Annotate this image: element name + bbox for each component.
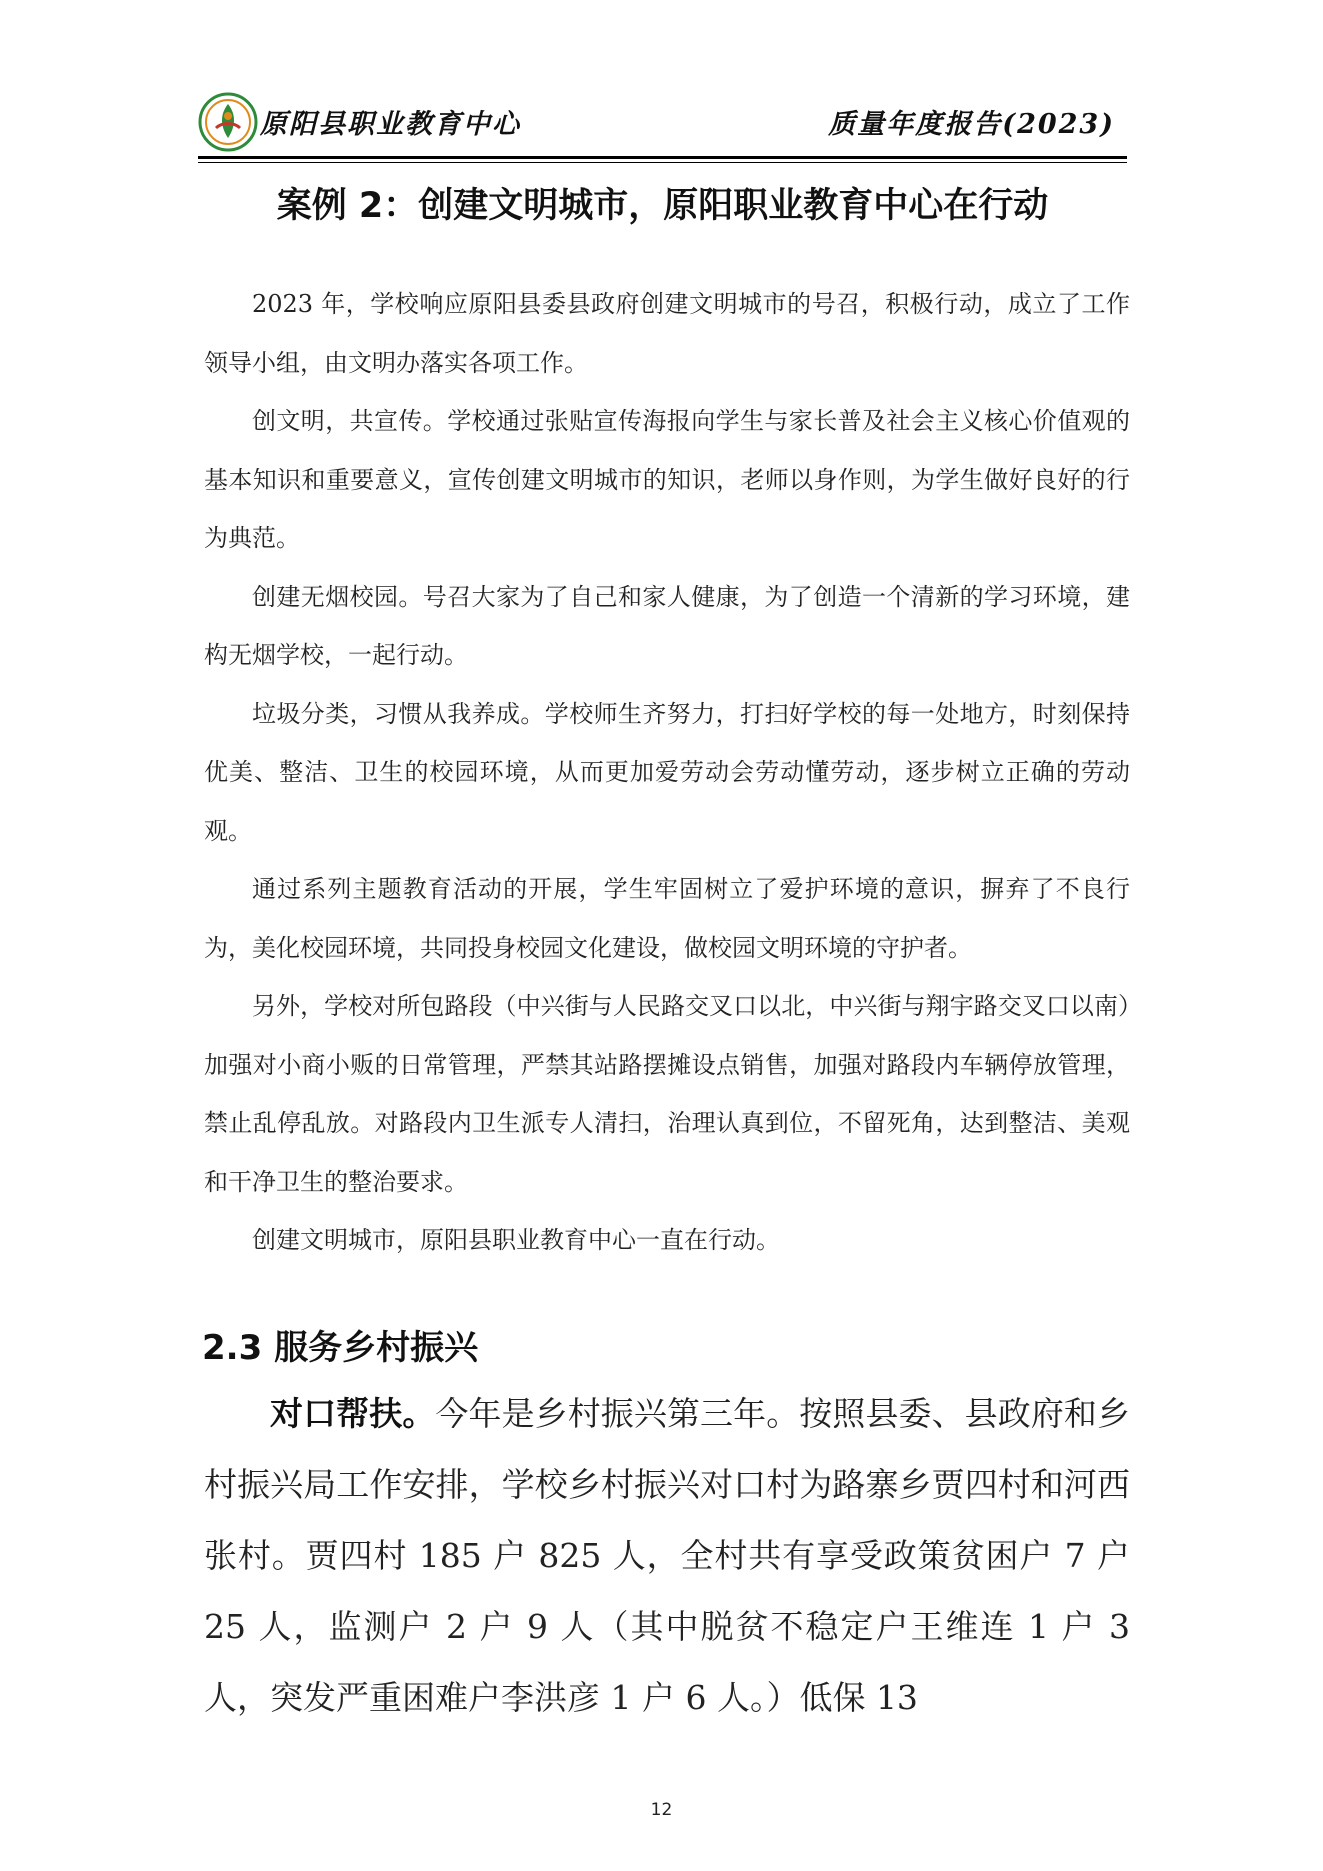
paragraph: 另外，学校对所包路段（中兴街与人民路交叉口以北，中兴街与翔宇路交叉口以南）加强对小商小贩的日常管理，严禁其站路摆摊设点销售，加强对路段内车辆停放管理，禁止乱停乱放。对路段内卫生派专人清扫，治理认真到位，不留死角，达到整洁、美观和干净卫生的整治要求。: [204, 992, 1130, 1196]
paragraph: 创文明，共宣传。学校通过张贴宣传海报向学生与家长普及社会主义核心价值观的基本知识和重要意义，宣传创建文明城市的知识，老师以身作则，为学生做好良好的行为典范。: [204, 407, 1130, 552]
page-number: 12: [650, 1800, 673, 1820]
school-logo-icon: [198, 92, 258, 152]
paragraph: 垃圾分类，习惯从我养成。学校师生齐努力，打扫好学校的每一处地方，时刻保持优美、整洁、卫生的校园环境，从而更加爱劳动会劳动懂劳动，逐步树立正确的劳动观。: [204, 699, 1130, 845]
section-body: [204, 1378, 1130, 1733]
report-title: 质量年度报告(2023): [828, 109, 1115, 140]
section-text: 今年是乡村振兴第三年。按照县委、县政府和乡村振兴局工作安排，学校乡村振兴对口村为路寨乡贾四村和河西张村。贾四村 185 户 825 人，全村共有享受政策贫困户 7 户 25 人，监测户 2 户 9 人（其中脱贫不稳定户王维连 1 户 3 人，突发严重困难户李洪彦 1 户 6 人。）低保 13: [204, 1394, 1131, 1717]
paragraph: 2023 年，学校响应原阳县委县政府创建文明城市的号召，积极行动，成立了工作领导小组，由文明办落实各项工作。: [204, 290, 1130, 377]
section-paragraph: [204, 1378, 1130, 1733]
case-body: [204, 275, 1130, 1270]
case-title: 案例 2：创建文明城市，原阳职业教育中心在行动: [276, 186, 1049, 226]
section-heading: 2.3 服务乡村振兴: [202, 1328, 479, 1368]
header-rule-thick: [198, 156, 1127, 159]
paragraph: 通过系列主题教育活动的开展，学生牢固树立了爱护环境的意识，摒弃了不良行为，美化校园环境，共同投身校园文化建设，做校园文明环境的守护者。: [204, 875, 1130, 962]
section-lead: 对口帮扶。: [270, 1394, 436, 1433]
org-name: 原阳县职业教育中心: [260, 109, 521, 140]
header-rule-thin: [198, 162, 1127, 163]
page-header: [198, 92, 1127, 154]
paragraph: 创建无烟校园。号召大家为了自己和家人健康，为了创造一个清新的学习环境，建构无烟学校，一起行动。: [204, 582, 1130, 669]
paragraph: 创建文明城市，原阳县职业教育中心一直在行动。: [252, 1226, 780, 1254]
